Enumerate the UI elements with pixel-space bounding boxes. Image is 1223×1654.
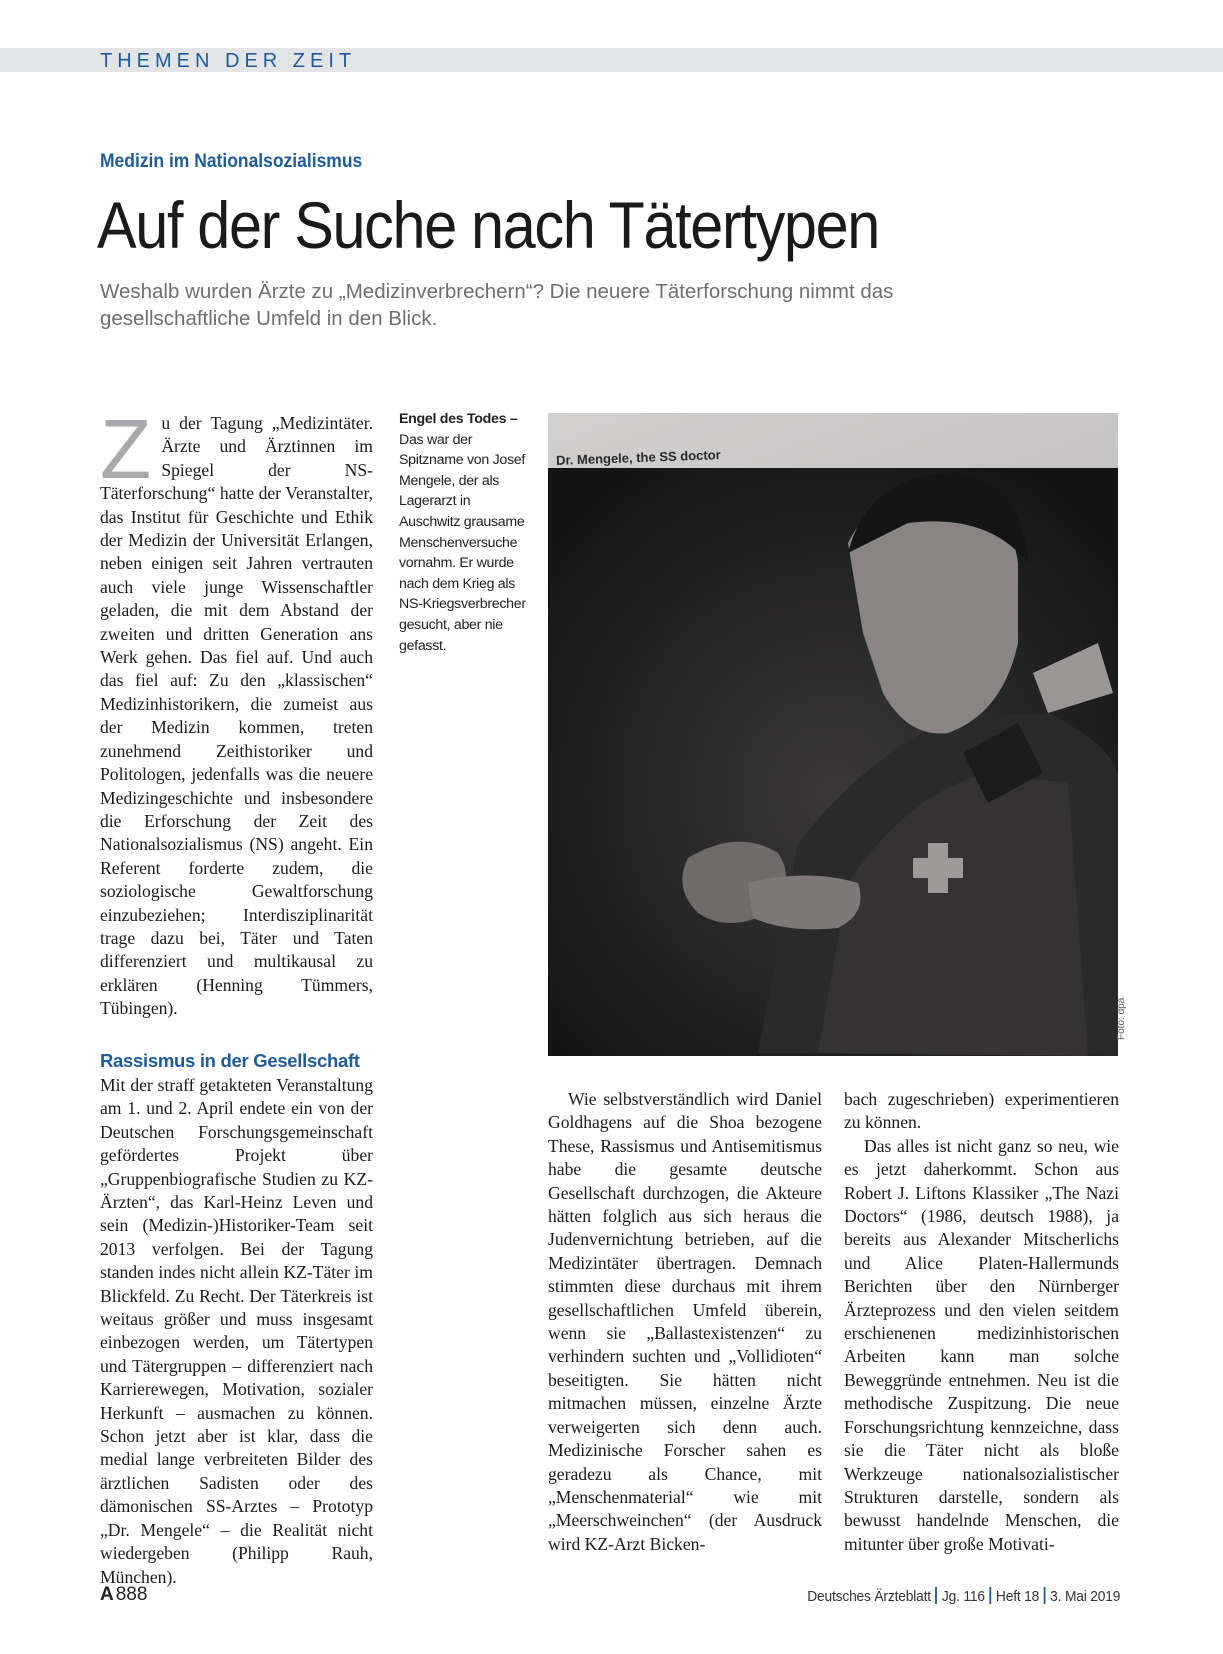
- separator: [935, 1587, 937, 1604]
- article-deck: Weshalb wurden Ärzte zu „Medizinverbrechern“? Die neuere Täterforschung nimmt das gesellschaftliche Umfeld in den Blick.: [100, 280, 894, 330]
- paragraph-intro-text: u der Tagung „Medizintäter. Ärzte und Ärztinnen im Spiegel der NS-Täterforschung“ hatte der Veranstalter, das Institut für Geschichte und Ethik der Medizin der Universität Erlangen, neben einigen seit Jahren vertrauten auch viele junge Wissenschaftler geladen, die mit dem Abstand der zweiten und dritten Generation ans Werk gehen. Das fiel auf. Und auch das fiel auf: Zu den „klassischen“ Medizinhistorikern, die zumeist aus der Medizin kommen, treten zunehmend Zeithistoriker und Politologen, jedenfalls was die neuere Medizingeschichte und insbesondere die Erforschung der Zeit des Nationalsozialismus (NS) angeht. Ein Referent forderte zudem, die soziologische Gewaltforschung einzubeziehen; Interdisziplinarität trage dazu bei, Täter und Taten differenziert und multikausal zu erklären (Henning Tümmers, Tübingen).: [100, 413, 373, 1019]
- journal-name: Deutsches Ärzteblatt: [806, 1588, 931, 1605]
- text-column-4: [844, 1088, 1119, 1556]
- footer-citation: [807, 1587, 1120, 1605]
- paragraph-intro: [100, 402, 373, 1021]
- separator: [989, 1587, 991, 1604]
- section-label: THEMEN DER ZEIT: [100, 50, 357, 72]
- page-number-value: 888: [115, 1584, 148, 1605]
- subheading: Rassismus in der Gesellschaft: [100, 1049, 360, 1071]
- article-headline: Auf der Suche nach Tätertypen: [97, 188, 879, 262]
- paragraph-4b: Das alles ist nicht ganz so neu, wie es jetzt daherkommt. Schon aus Robert J. Liftons Klassiker „The Nazi Doctors“ (1986, deutsch 1988), ja bereits aus Alexander Mitscherlichs und Alice Platen-Hallermunds Berichten über den Nürnberger Ärzteprozess und den vielen seitdem erschienenen medizinhistorischen Arbeiten kann man solche Beweggründe entnehmen. Neu ist die methodische Zuspitzung. Die neue Forschungsrichtung kennzeichne, dass sie die Täter nicht als bloße Werkzeuge nationalsozialistischer Strukturen darstelle, sondern als bewusst handelnde Menschen, die mitunter über große Motivati-: [844, 1135, 1119, 1554]
- caption-title: Engel des Todes –: [399, 411, 518, 427]
- separator: [1043, 1587, 1045, 1604]
- article-photo: [548, 413, 1118, 1056]
- paragraph-2: Mit der straff getakteten Veranstaltung am 1. und 2. April endete ein von der Deutschen Forschungsgemeinschaft gefördertes Projekt über „Gruppenbiografische Studien zu KZ-Ärzten“, das Karl-Heinz Leven und sein (Medizin-)Historiker-Team seit 2013 verfolgen. Bei der Tagung standen indes nicht allein KZ-Täter im Blickfeld. Zu Recht. Der Täterkreis ist weitaus größer und muss insgesamt einbezogen werden, um Tätertypen und Tätergruppen – differenziert nach Karrierewegen, Motivation, sozialer Herkunft – ausmachen zu können. Schon jetzt aber ist klar, dass die medial lange verbreiteten Bilder des ärztlichen Sadisten oder des dämonischen SS-Arztes – Prototyp „Dr. Mengele“ – die Realität nicht wiedergeben (Philipp Rauh, München).: [100, 1074, 373, 1587]
- paragraph-4a: bach zugeschrieben) experimentieren zu können.: [844, 1089, 1119, 1133]
- issue-date: 3. Mai 2019: [1049, 1588, 1120, 1605]
- article-kicker: Medizin im Nationalsozialismus: [100, 151, 363, 172]
- issue: Heft 18: [995, 1588, 1039, 1605]
- photo-inscription: Dr. Mengele, the SS doctor: [555, 447, 721, 468]
- text-column-3: [548, 1088, 822, 1556]
- portrait-illustration: [548, 413, 1118, 1056]
- page-number: [100, 1584, 147, 1606]
- paragraph-3: Wie selbstverständlich wird Daniel Goldhagens auf die Shoa bezogene These, Rassismus und Antisemitismus habe die gesamte deutsche Gesellschaft durchzogen, die Akteure hätten folglich aus sich heraus die Judenvernichtung betrieben, auf die Medizintäter übertragen. Demnach stimmten diese durchaus mit ihrem gesellschaftlichen Umfeld überein, wenn sie „Ballastexistenzen“ zu verhindern suchten und „Vollidioten“ beseitigten. Sie hätten nicht mitmachen müssen, einzelne Ärzte verweigerten sich denn auch. Medizinische Forscher sahen es geradezu als Chance, mit „Menschenmaterial“ wie mit „Meerschweinchen“ (der Ausdruck wird KZ-Arzt Bicken-: [548, 1089, 822, 1554]
- photo-credit: Foto: dpa: [1116, 997, 1127, 1040]
- page-prefix: A: [100, 1584, 114, 1605]
- text-column-1: [100, 402, 373, 1589]
- drop-cap: Z: [100, 402, 152, 496]
- photo-caption: [399, 409, 534, 656]
- volume: Jg. 116: [941, 1588, 985, 1605]
- caption-text: Das war der Spitzname von Josef Mengele, der als Lagerarzt in Auschwitz grausame Menschenversuche vornahm. Er wurde nach dem Krieg als NS-Kriegsverbrecher gesucht, aber nie gefasst.: [399, 431, 526, 654]
